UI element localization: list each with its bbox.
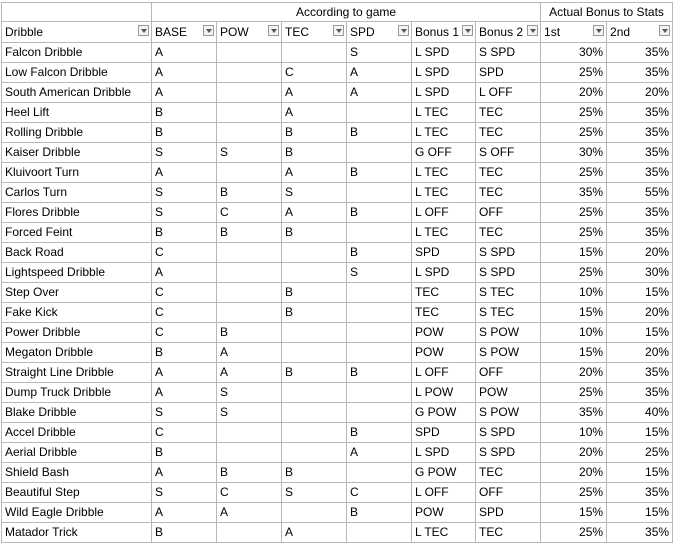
cell-bonus1[interactable]: L SPD — [412, 83, 476, 103]
cell-spd[interactable] — [347, 143, 412, 163]
cell-dribble[interactable]: Megaton Dribble — [2, 343, 152, 363]
cell-pow[interactable]: S — [217, 403, 282, 423]
cell-bonus1[interactable]: POW — [412, 503, 476, 523]
cell-base[interactable]: S — [152, 203, 217, 223]
cell-base[interactable]: A — [152, 463, 217, 483]
filter-dropdown-icon[interactable] — [462, 25, 473, 36]
cell-first[interactable]: 25% — [541, 263, 607, 283]
cell-first[interactable]: 35% — [541, 183, 607, 203]
cell-bonus2[interactable]: S SPD — [476, 263, 541, 283]
cell-pow[interactable] — [217, 423, 282, 443]
cell-tec[interactable] — [282, 383, 347, 403]
cell-pow[interactable]: S — [217, 383, 282, 403]
cell-base[interactable]: C — [152, 243, 217, 263]
cell-first[interactable]: 25% — [541, 383, 607, 403]
cell-spd[interactable] — [347, 183, 412, 203]
table-row — [2, 383, 673, 403]
table-row — [2, 143, 673, 163]
cell-spd[interactable]: C — [347, 483, 412, 503]
cell-tec[interactable]: S — [282, 483, 347, 503]
cell-first[interactable]: 30% — [541, 43, 607, 63]
cell-spd[interactable]: B — [347, 203, 412, 223]
cell-first[interactable]: 35% — [541, 403, 607, 423]
cell-tec[interactable]: A — [282, 83, 347, 103]
filter-dropdown-icon[interactable] — [593, 25, 604, 36]
cell-pow[interactable]: C — [217, 203, 282, 223]
cell-dribble[interactable]: Kaiser Dribble — [2, 143, 152, 163]
table-row — [2, 283, 673, 303]
cell-tec[interactable]: B — [282, 143, 347, 163]
filter-dropdown-icon[interactable] — [203, 25, 214, 36]
cell-base[interactable]: C — [152, 423, 217, 443]
chevron-down-icon — [465, 29, 471, 33]
cell-base[interactable]: B — [152, 343, 217, 363]
cell-first[interactable]: 20% — [541, 83, 607, 103]
cell-bonus1[interactable]: L TEC — [412, 523, 476, 543]
table-row — [2, 123, 673, 143]
table-row — [2, 423, 673, 443]
table-row — [2, 243, 673, 263]
cell-tec[interactable]: A — [282, 523, 347, 543]
cell-tec[interactable] — [282, 423, 347, 443]
group-header-row — [2, 3, 673, 22]
cell-base[interactable]: B — [152, 443, 217, 463]
cell-second[interactable]: 35% — [607, 63, 673, 83]
cell-spd[interactable] — [347, 283, 412, 303]
cell-tec[interactable] — [282, 443, 347, 463]
cell-bonus2[interactable]: S SPD — [476, 243, 541, 263]
cell-dribble[interactable]: South American Dribble — [2, 83, 152, 103]
cell-pow[interactable]: C — [217, 483, 282, 503]
column-header-label: 1st — [544, 25, 561, 39]
table-row — [2, 83, 673, 103]
cell-tec[interactable]: C — [282, 63, 347, 83]
table-row — [2, 463, 673, 483]
cell-bonus1[interactable]: G OFF — [412, 143, 476, 163]
cell-bonus2[interactable]: OFF — [476, 203, 541, 223]
cell-tec[interactable]: B — [282, 123, 347, 143]
cell-second[interactable]: 15% — [607, 323, 673, 343]
cell-spd[interactable] — [347, 223, 412, 243]
table-row — [2, 303, 673, 323]
cell-bonus2[interactable]: S OFF — [476, 143, 541, 163]
cell-spd[interactable] — [347, 463, 412, 483]
cell-bonus2[interactable]: TEC — [476, 163, 541, 183]
column-header-spd — [347, 22, 412, 43]
filter-dropdown-icon[interactable] — [333, 25, 344, 36]
table-row — [2, 343, 673, 363]
cell-second[interactable]: 35% — [607, 203, 673, 223]
cell-dribble[interactable]: Wild Eagle Dribble — [2, 503, 152, 523]
cell-first[interactable]: 20% — [541, 363, 607, 383]
cell-spd[interactable]: B — [347, 123, 412, 143]
cell-spd[interactable]: B — [347, 363, 412, 383]
cell-bonus1[interactable]: L TEC — [412, 123, 476, 143]
table-row — [2, 163, 673, 183]
cell-pow[interactable] — [217, 303, 282, 323]
cell-first[interactable]: 15% — [541, 243, 607, 263]
cell-pow[interactable]: B — [217, 463, 282, 483]
cell-first[interactable]: 15% — [541, 503, 607, 523]
cell-first[interactable]: 10% — [541, 423, 607, 443]
column-header-bonus1 — [412, 22, 476, 43]
column-header-first — [541, 22, 607, 43]
cell-bonus1[interactable]: SPD — [412, 423, 476, 443]
column-header-label: BASE — [155, 25, 188, 39]
cell-tec[interactable] — [282, 243, 347, 263]
cell-pow[interactable]: S — [217, 143, 282, 163]
cell-pow[interactable] — [217, 443, 282, 463]
cell-bonus2[interactable]: SPD — [476, 503, 541, 523]
cell-first[interactable]: 25% — [541, 203, 607, 223]
filter-dropdown-icon[interactable] — [527, 25, 538, 36]
cell-spd[interactable]: S — [347, 263, 412, 283]
column-header-label: Bonus 1 — [415, 25, 460, 39]
cell-tec[interactable]: S — [282, 183, 347, 203]
cell-first[interactable]: 20% — [541, 463, 607, 483]
cell-bonus1[interactable]: G POW — [412, 463, 476, 483]
cell-bonus1[interactable]: L OFF — [412, 203, 476, 223]
column-header-bonus2 — [476, 22, 541, 43]
cell-spd[interactable]: S — [347, 43, 412, 63]
table-row — [2, 43, 673, 63]
cell-dribble[interactable]: Back Road — [2, 243, 152, 263]
cell-second[interactable]: 15% — [607, 423, 673, 443]
cell-pow[interactable] — [217, 523, 282, 543]
cell-bonus2[interactable]: S SPD — [476, 443, 541, 463]
cell-first[interactable]: 25% — [541, 483, 607, 503]
cell-second[interactable]: 35% — [607, 163, 673, 183]
cell-tec[interactable]: B — [282, 223, 347, 243]
cell-first[interactable]: 15% — [541, 303, 607, 323]
filter-dropdown-icon[interactable] — [659, 25, 670, 36]
table-row — [2, 63, 673, 83]
cell-bonus1[interactable]: L OFF — [412, 363, 476, 383]
chevron-down-icon — [596, 29, 602, 33]
column-header-pow — [217, 22, 282, 43]
cell-bonus1[interactable]: G POW — [412, 403, 476, 423]
cell-dribble[interactable]: Beautiful Step — [2, 483, 152, 503]
cell-dribble[interactable]: Matador Trick — [2, 523, 152, 543]
cell-spd[interactable] — [347, 343, 412, 363]
cell-base[interactable]: C — [152, 323, 217, 343]
cell-bonus1[interactable]: SPD — [412, 243, 476, 263]
chevron-down-icon — [662, 29, 668, 33]
cell-dribble[interactable]: Low Falcon Dribble — [2, 63, 152, 83]
cell-bonus2[interactable]: TEC — [476, 103, 541, 123]
cell-second[interactable]: 55% — [607, 183, 673, 203]
cell-first[interactable]: 25% — [541, 223, 607, 243]
cell-spd[interactable]: A — [347, 83, 412, 103]
column-header-tec — [282, 22, 347, 43]
cell-bonus1[interactable]: POW — [412, 323, 476, 343]
cell-dribble[interactable]: Power Dribble — [2, 323, 152, 343]
cell-bonus1[interactable]: L SPD — [412, 63, 476, 83]
table-row — [2, 103, 673, 123]
chevron-down-icon — [271, 29, 277, 33]
cell-bonus2[interactable]: TEC — [476, 123, 541, 143]
cell-base[interactable]: A — [152, 163, 217, 183]
cell-bonus1[interactable]: L TEC — [412, 183, 476, 203]
cell-bonus2[interactable]: S POW — [476, 403, 541, 423]
cell-pow[interactable] — [217, 243, 282, 263]
cell-base[interactable]: A — [152, 363, 217, 383]
column-header-label: SPD — [350, 25, 375, 39]
cell-dribble[interactable]: Step Over — [2, 283, 152, 303]
cell-tec[interactable] — [282, 403, 347, 423]
cell-bonus1[interactable]: L OFF — [412, 483, 476, 503]
cell-second[interactable]: 15% — [607, 463, 673, 483]
table-row — [2, 223, 673, 243]
cell-second[interactable]: 15% — [607, 283, 673, 303]
cell-second[interactable]: 35% — [607, 483, 673, 503]
chevron-down-icon — [336, 29, 342, 33]
cell-first[interactable]: 25% — [541, 103, 607, 123]
cell-pow[interactable]: B — [217, 223, 282, 243]
cell-bonus1[interactable]: L SPD — [412, 263, 476, 283]
cell-dribble[interactable]: Dump Truck Dribble — [2, 383, 152, 403]
filter-dropdown-icon[interactable] — [268, 25, 279, 36]
cell-second[interactable]: 35% — [607, 223, 673, 243]
column-header-label: POW — [220, 25, 249, 39]
cell-dribble[interactable]: Blake Dribble — [2, 403, 152, 423]
cell-pow[interactable]: A — [217, 363, 282, 383]
cell-pow[interactable] — [217, 163, 282, 183]
cell-second[interactable]: 20% — [607, 243, 673, 263]
cell-second[interactable]: 25% — [607, 443, 673, 463]
cell-base[interactable]: A — [152, 263, 217, 283]
cell-bonus2[interactable]: S TEC — [476, 303, 541, 323]
column-header-label: Bonus 2 — [479, 25, 524, 39]
group-header-actual: Actual Bonus to Stats — [541, 3, 673, 22]
cell-spd[interactable] — [347, 403, 412, 423]
cell-pow[interactable] — [217, 123, 282, 143]
table-row — [2, 323, 673, 343]
cell-base[interactable]: A — [152, 63, 217, 83]
chevron-down-icon — [141, 29, 147, 33]
cell-bonus2[interactable]: TEC — [476, 183, 541, 203]
cell-dribble[interactable]: Falcon Dribble — [2, 43, 152, 63]
group-header-blank — [2, 3, 152, 22]
cell-bonus1[interactable]: L TEC — [412, 223, 476, 243]
cell-bonus1[interactable]: L POW — [412, 383, 476, 403]
table-row — [2, 443, 673, 463]
cell-spd[interactable]: A — [347, 443, 412, 463]
cell-second[interactable]: 40% — [607, 403, 673, 423]
cell-base[interactable]: B — [152, 523, 217, 543]
cell-dribble[interactable]: Lightspeed Dribble — [2, 263, 152, 283]
cell-dribble[interactable]: Carlos Turn — [2, 183, 152, 203]
cell-spd[interactable] — [347, 523, 412, 543]
filter-dropdown-icon[interactable] — [138, 25, 149, 36]
cell-bonus2[interactable]: SPD — [476, 63, 541, 83]
cell-base[interactable]: A — [152, 43, 217, 63]
cell-pow[interactable] — [217, 103, 282, 123]
table-row — [2, 363, 673, 383]
cell-base[interactable]: B — [152, 123, 217, 143]
cell-dribble[interactable]: Accel Dribble — [2, 423, 152, 443]
cell-tec[interactable] — [282, 263, 347, 283]
cell-pow[interactable]: A — [217, 343, 282, 363]
cell-tec[interactable] — [282, 343, 347, 363]
cell-spd[interactable]: B — [347, 423, 412, 443]
cell-dribble[interactable]: Straight Line Dribble — [2, 363, 152, 383]
cell-dribble[interactable]: Flores Dribble — [2, 203, 152, 223]
cell-tec[interactable]: B — [282, 363, 347, 383]
group-header-game: According to game — [152, 3, 541, 22]
chevron-down-icon — [206, 29, 212, 33]
cell-bonus2[interactable]: L OFF — [476, 83, 541, 103]
cell-base[interactable]: A — [152, 503, 217, 523]
column-header-base — [152, 22, 217, 43]
cell-pow[interactable]: B — [217, 323, 282, 343]
cell-dribble[interactable]: Forced Feint — [2, 223, 152, 243]
cell-tec[interactable]: A — [282, 203, 347, 223]
cell-first[interactable]: 25% — [541, 163, 607, 183]
cell-bonus2[interactable]: S SPD — [476, 43, 541, 63]
cell-second[interactable]: 15% — [607, 503, 673, 523]
table-row — [2, 403, 673, 423]
cell-dribble[interactable]: Kluivoort Turn — [2, 163, 152, 183]
cell-first[interactable]: 15% — [541, 343, 607, 363]
cell-dribble[interactable]: Aerial Dribble — [2, 443, 152, 463]
cell-second[interactable]: 20% — [607, 343, 673, 363]
cell-bonus1[interactable]: TEC — [412, 283, 476, 303]
cell-pow[interactable] — [217, 283, 282, 303]
cell-bonus2[interactable]: TEC — [476, 523, 541, 543]
cell-first[interactable]: 10% — [541, 283, 607, 303]
column-header-second — [607, 22, 673, 43]
cell-second[interactable]: 35% — [607, 383, 673, 403]
cell-spd[interactable]: B — [347, 503, 412, 523]
cell-bonus2[interactable]: TEC — [476, 463, 541, 483]
cell-second[interactable]: 20% — [607, 83, 673, 103]
cell-spd[interactable] — [347, 103, 412, 123]
column-header-label: TEC — [285, 25, 309, 39]
cell-dribble[interactable]: Rolling Dribble — [2, 123, 152, 143]
cell-tec[interactable]: A — [282, 103, 347, 123]
cell-pow[interactable] — [217, 63, 282, 83]
table-row — [2, 523, 673, 543]
cell-first[interactable]: 20% — [541, 443, 607, 463]
column-header-label: Dribble — [5, 25, 44, 39]
cell-bonus2[interactable]: S POW — [476, 323, 541, 343]
cell-dribble[interactable]: Shield Bash — [2, 463, 152, 483]
cell-tec[interactable]: B — [282, 283, 347, 303]
cell-second[interactable]: 30% — [607, 263, 673, 283]
cell-spd[interactable]: B — [347, 243, 412, 263]
cell-bonus2[interactable]: OFF — [476, 363, 541, 383]
dribble-bonus-table — [1, 2, 673, 543]
cell-bonus1[interactable]: L TEC — [412, 163, 476, 183]
cell-first[interactable]: 10% — [541, 323, 607, 343]
table-row — [2, 203, 673, 223]
cell-base[interactable]: S — [152, 483, 217, 503]
table-row — [2, 263, 673, 283]
cell-spd[interactable] — [347, 323, 412, 343]
cell-spd[interactable] — [347, 303, 412, 323]
cell-bonus1[interactable]: TEC — [412, 303, 476, 323]
cell-second[interactable]: 35% — [607, 143, 673, 163]
cell-bonus1[interactable]: L SPD — [412, 443, 476, 463]
table-row — [2, 483, 673, 503]
cell-base[interactable]: S — [152, 143, 217, 163]
cell-base[interactable]: B — [152, 103, 217, 123]
cell-bonus1[interactable]: POW — [412, 343, 476, 363]
cell-dribble[interactable]: Fake Kick — [2, 303, 152, 323]
cell-second[interactable]: 35% — [607, 123, 673, 143]
cell-tec[interactable]: A — [282, 163, 347, 183]
cell-spd[interactable]: A — [347, 63, 412, 83]
cell-second[interactable]: 35% — [607, 43, 673, 63]
cell-second[interactable]: 35% — [607, 363, 673, 383]
column-header-dribble — [2, 22, 152, 43]
cell-base[interactable]: A — [152, 83, 217, 103]
cell-first[interactable]: 25% — [541, 123, 607, 143]
cell-tec[interactable] — [282, 43, 347, 63]
cell-base[interactable]: A — [152, 383, 217, 403]
cell-spd[interactable]: B — [347, 163, 412, 183]
cell-second[interactable]: 35% — [607, 523, 673, 543]
chevron-down-icon — [401, 29, 407, 33]
cell-tec[interactable]: B — [282, 303, 347, 323]
column-header-label: 2nd — [610, 25, 631, 39]
filter-dropdown-icon[interactable] — [398, 25, 409, 36]
cell-bonus1[interactable]: L SPD — [412, 43, 476, 63]
cell-pow[interactable]: B — [217, 183, 282, 203]
column-header-row — [2, 22, 673, 43]
cell-bonus2[interactable]: OFF — [476, 483, 541, 503]
cell-base[interactable]: S — [152, 403, 217, 423]
cell-first[interactable]: 25% — [541, 523, 607, 543]
cell-bonus1[interactable]: L TEC — [412, 103, 476, 123]
cell-first[interactable]: 25% — [541, 63, 607, 83]
cell-spd[interactable] — [347, 383, 412, 403]
cell-dribble[interactable]: Heel Lift — [2, 103, 152, 123]
cell-second[interactable]: 20% — [607, 303, 673, 323]
cell-bonus2[interactable]: TEC — [476, 223, 541, 243]
cell-base[interactable]: C — [152, 303, 217, 323]
cell-bonus2[interactable]: POW — [476, 383, 541, 403]
cell-bonus2[interactable]: S SPD — [476, 423, 541, 443]
cell-tec[interactable]: B — [282, 463, 347, 483]
cell-pow[interactable] — [217, 263, 282, 283]
cell-pow[interactable] — [217, 43, 282, 63]
cell-base[interactable]: C — [152, 283, 217, 303]
cell-bonus2[interactable]: S POW — [476, 343, 541, 363]
cell-tec[interactable] — [282, 503, 347, 523]
cell-pow[interactable]: A — [217, 503, 282, 523]
cell-pow[interactable] — [217, 83, 282, 103]
cell-first[interactable]: 30% — [541, 143, 607, 163]
cell-tec[interactable] — [282, 323, 347, 343]
cell-base[interactable]: B — [152, 223, 217, 243]
table-row — [2, 183, 673, 203]
table-row — [2, 503, 673, 523]
cell-second[interactable]: 35% — [607, 103, 673, 123]
cell-base[interactable]: S — [152, 183, 217, 203]
chevron-down-icon — [530, 29, 536, 33]
cell-bonus2[interactable]: S TEC — [476, 283, 541, 303]
